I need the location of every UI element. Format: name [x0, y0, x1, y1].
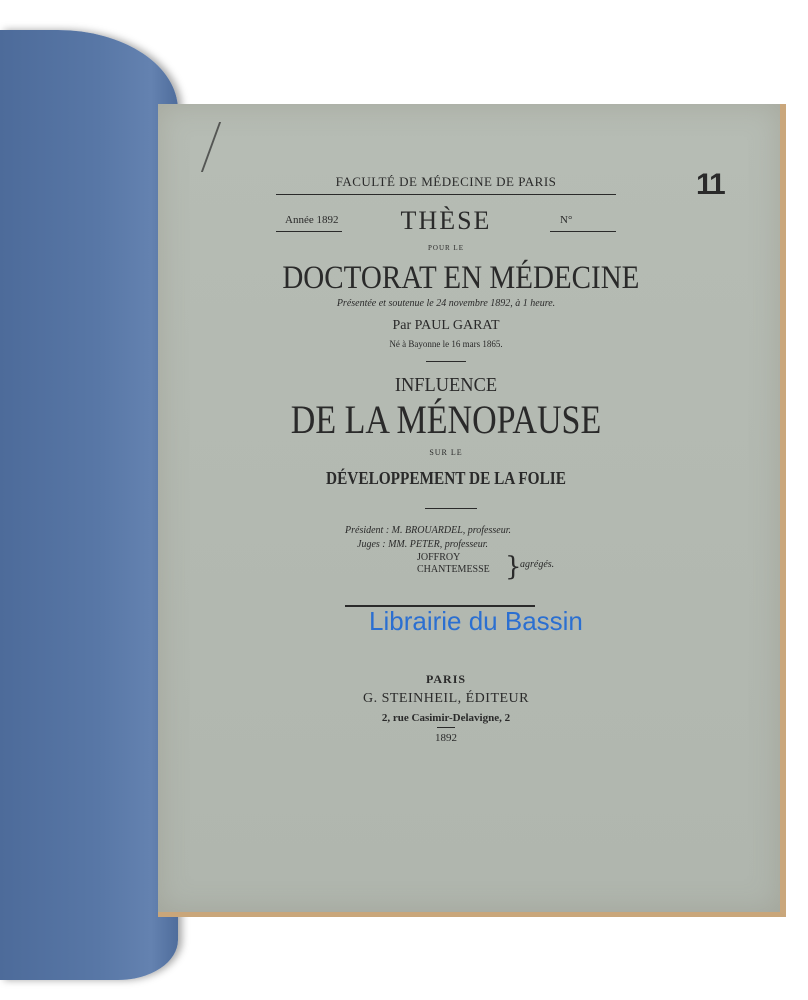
annee: Année 1892 [285, 214, 339, 226]
jury-agreges: agrégés. [520, 559, 555, 570]
short-rule [426, 361, 466, 362]
numero: N° [560, 214, 573, 226]
pencil-number: 11 [696, 168, 724, 201]
header-rule [276, 194, 616, 195]
imprint-city: PARIS [425, 672, 467, 686]
developpement-title: DÉVELOPPEMENT DE LA FOLIE [326, 468, 566, 488]
watermark: Librairie du Bassin [369, 606, 583, 636]
jury-joffroy: JOFFROY [417, 552, 461, 563]
these-title: THÈSE [400, 206, 492, 235]
imprint-address: 2, rue Casimir-Delavigne, 2 [381, 712, 511, 724]
doctorat-title: DOCTORAT EN MÉDECINE [282, 260, 640, 296]
jury-chantemesse: CHANTEMESSE [417, 564, 490, 575]
juges-line: Juges : MM. PETER, professeur. [357, 539, 488, 550]
imprint-year: 1892 [435, 732, 457, 744]
influence-title: INFLUENCE [394, 374, 498, 396]
pour-le: POUR LE [428, 244, 464, 252]
author-line: Par PAUL GARAT [392, 318, 500, 333]
title-rule [425, 508, 477, 509]
faculty-heading: FACULTÉ DE MÉDECINE DE PARIS [335, 174, 557, 189]
birth-line: Né à Bayonne le 16 mars 1865. [389, 339, 503, 349]
imprint-publisher: G. STEINHEIL, ÉDITEUR [362, 691, 530, 706]
menopause-title: DE LA MÉNOPAUSE [290, 397, 602, 442]
president-line: Président : M. BROUARDEL, professeur. [345, 525, 511, 536]
brace-icon: } [505, 552, 522, 582]
imprint-rule [437, 727, 455, 728]
blue-cover [0, 30, 178, 980]
presentee-line: Présentée et soutenue le 24 novembre 1892, à 1 heure. [336, 298, 556, 309]
sur-le: SUR LE [429, 448, 463, 457]
